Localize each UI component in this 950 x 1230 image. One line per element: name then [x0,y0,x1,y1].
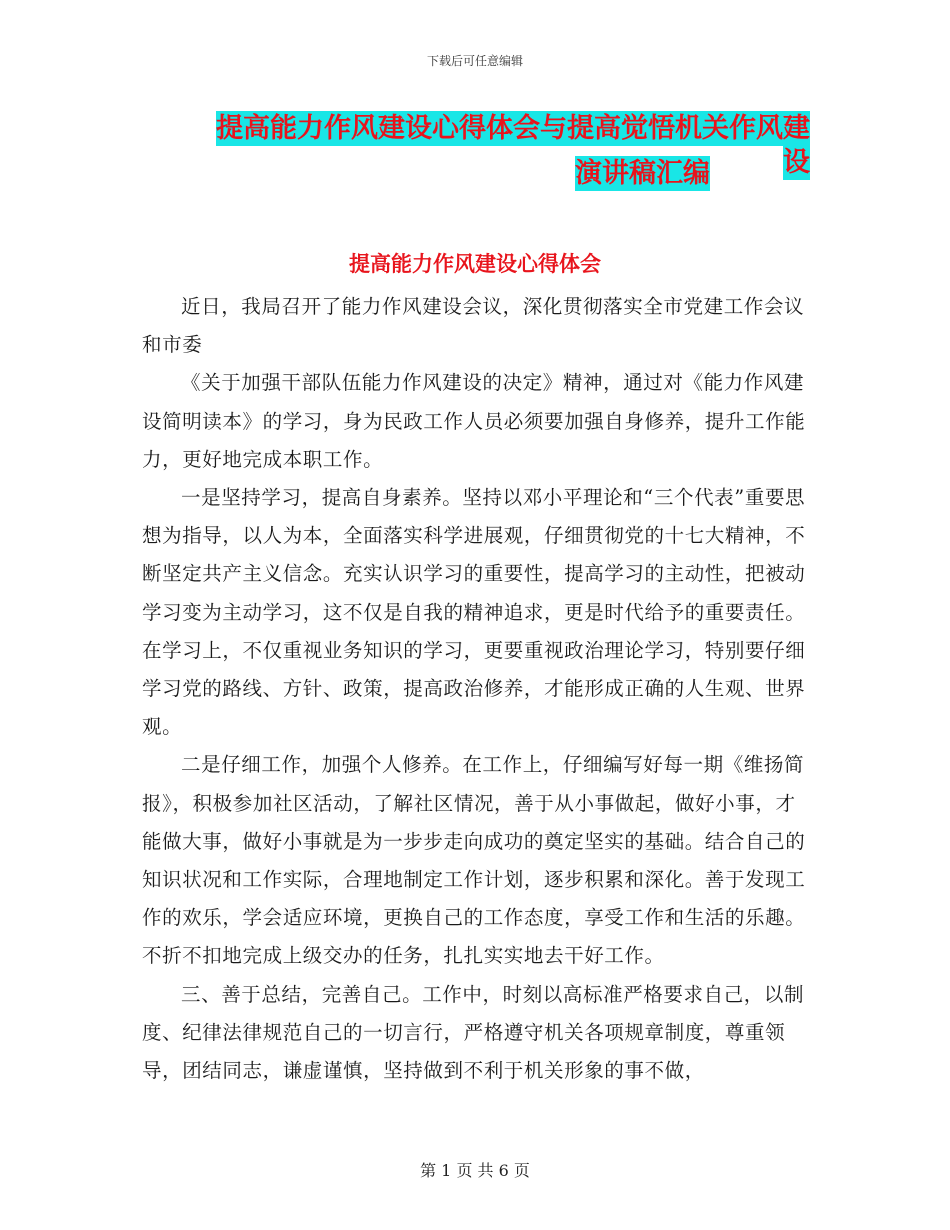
paragraph: 近日，我局召开了能力作风建设会议，深化贯彻落实全市党建工作会议和市委 [142,295,805,357]
paragraph: 一是坚持学习，提高自身素养。坚持以邓小平理论和“三个代表”重要思想为指导，以人为本，全面落实科学进展观，仔细贯彻党的十七大精神，不断坚定共产主义信念。充实认识学习的重要性，提高学习的主动性，把被动学习变为主动学习，这不仅是自我的精神追求，更是时代给予的重要责任。在学习上，不仅重视业务知识的学习，更要重视政治理论学习，特别要仔细学习党的路线、方针、政策，提高政治修养，才能形成正确的人生观、世界观。 [142,486,806,739]
section-title: 提高能力作风建设心得体会 [349,252,601,276]
paragraph: 二是仔细工作，加强个人修养。在工作上，仔细编写好每一期《维扬简报》，积极参加社区活动，了解社区情况，善于从小事做起，做好小事，才能做大事，做好小事就是为一步步走向成功的奠定坚实的基础。结合自己的知识状况和工作实际，合理地制定工作计划，逐步积累和深化。善于发现工作的欢乐，学会适应环境，更换自己的工作态度，享受工作和生活的乐趣。不折不扣地完成上级交办的任务，扎扎实实地去干好工作。 [142,753,806,968]
header-note: 下载后可任意编辑 [426,54,523,68]
document-title-text-1: 提高能力作风建设心得体会与提高觉悟机关作风建设 [216,113,810,178]
paragraph: 三、善于总结，完善自己。工作中，时刻以高标准严格要求自己，以制度、纪律法律规范自己的一切言行，严格遵守机关各项规章制度，尊重领导，团结同志，谦虚谨慎，坚持做到不利于机关形象的事不做， [142,982,805,1083]
document-title-text-2: 演讲稿汇编 [575,158,710,189]
document-title-line-2 [190,157,710,191]
document-body [142,288,808,1090]
page-footer: 第 1 页 共 6 页 [420,1161,530,1180]
paragraph: 《关于加强干部队伍能力作风建设的决定》精神，通过对《能力作风建设简明读本》的学习，身为民政工作人员必须要加强自身修养，提升工作能力，更好地完成本职工作。 [142,371,806,471]
